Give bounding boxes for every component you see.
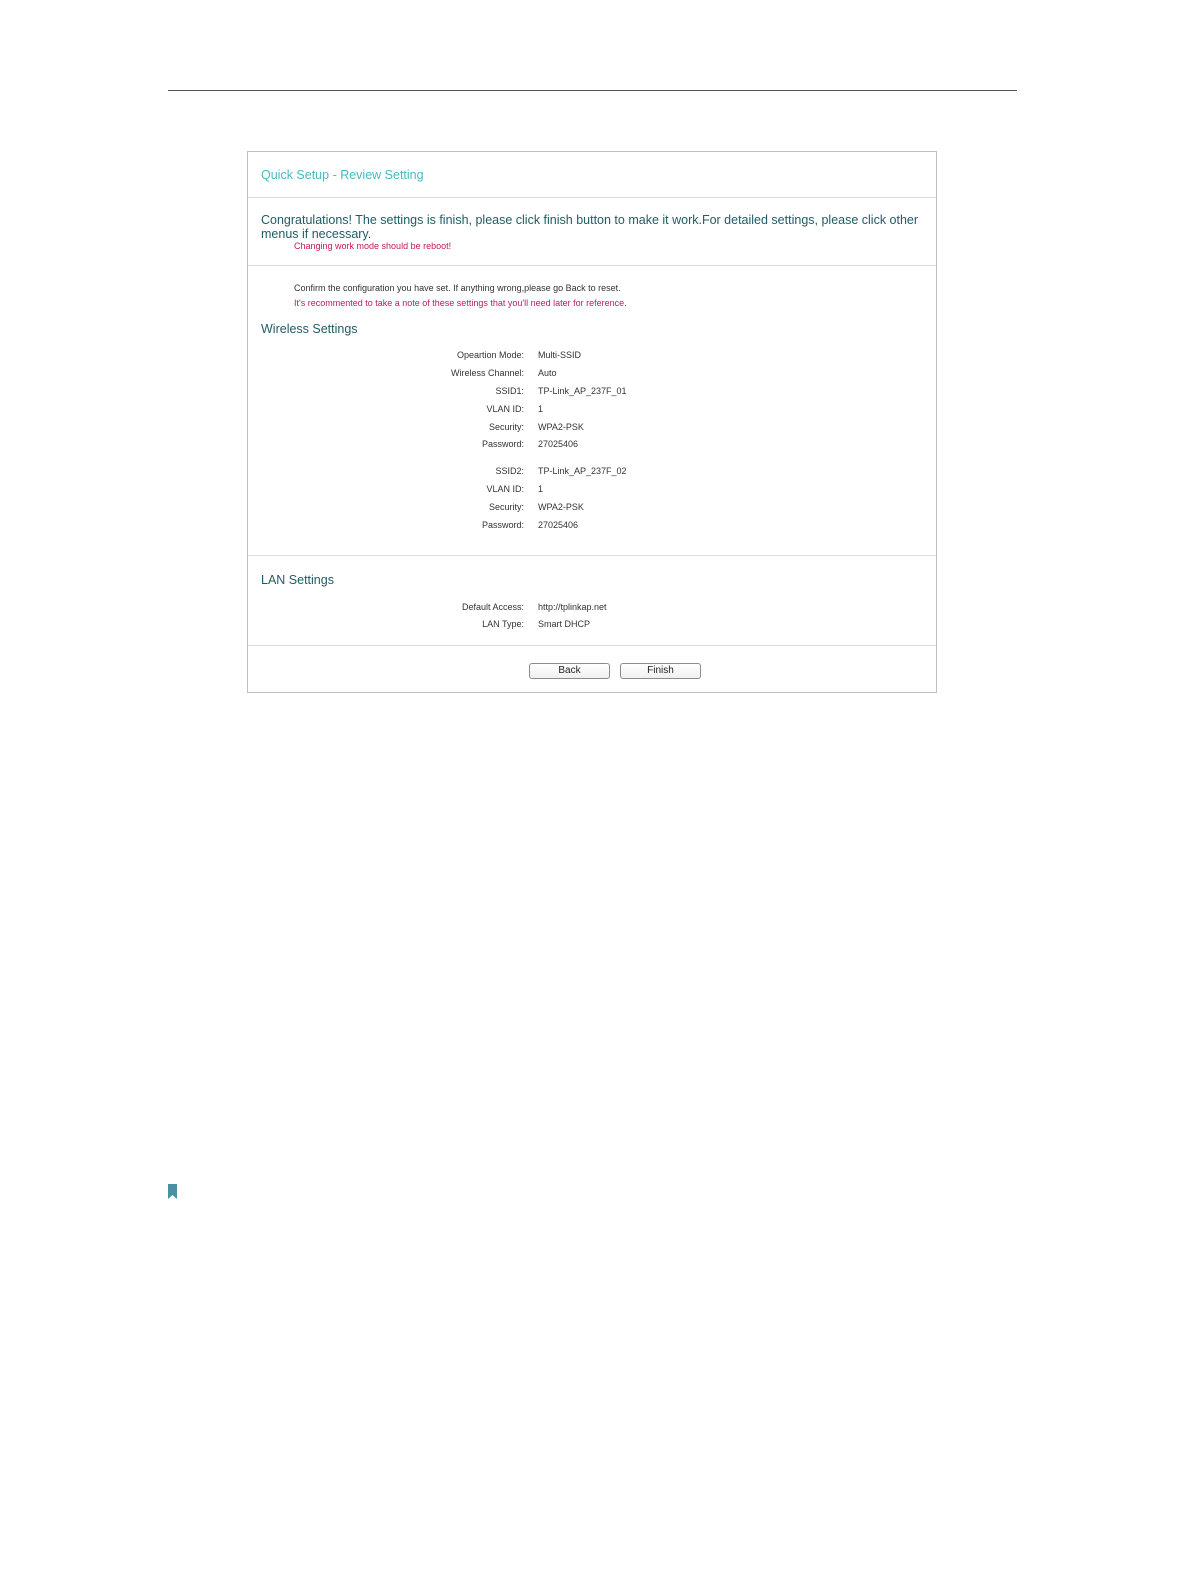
setting-row: [248, 602, 936, 616]
divider: [248, 645, 936, 646]
reboot-warning: Changing work mode should be reboot!: [294, 241, 452, 251]
setting-row: [248, 350, 936, 364]
setting-label: SSID2:: [495, 466, 524, 476]
setting-label: Password:: [481, 439, 524, 449]
setting-row: [248, 520, 936, 534]
setting-value: WPA2-PSK: [538, 502, 584, 512]
setting-value: Multi-SSID: [538, 350, 582, 360]
setting-label: SSID1:: [495, 386, 524, 396]
setting-value: Smart DHCP: [538, 619, 591, 629]
setting-label: Opeartion Mode:: [456, 350, 524, 360]
confirm-text: Confirm the configuration you have set. If anything wrong,please go Back to reset.: [294, 283, 621, 293]
setting-row: [248, 502, 936, 516]
setting-label: Security:: [488, 422, 524, 432]
page-header-rule: [168, 90, 1017, 91]
setting-label: VLAN ID:: [486, 484, 524, 494]
setting-value: TP-Link_AP_237F_01: [538, 386, 627, 396]
wireless-settings-heading: Wireless Settings: [261, 322, 358, 336]
setting-value: 27025406: [538, 520, 579, 530]
setting-row: [248, 484, 936, 498]
lan-settings-heading: LAN Settings: [261, 573, 334, 587]
note-text: It's recommented to take a note of these settings that you'll need later for reference.: [294, 298, 627, 308]
setting-row: [248, 466, 936, 480]
panel-title: Quick Setup - Review Setting: [261, 168, 424, 182]
setting-value: 27025406: [538, 439, 579, 449]
quick-setup-review-panel: [247, 151, 937, 693]
divider: [248, 265, 936, 266]
finish-button[interactable]: Finish: [620, 663, 701, 679]
setting-value: TP-Link_AP_237F_02: [538, 466, 627, 476]
setting-label: Password:: [481, 520, 524, 530]
setting-value: WPA2-PSK: [538, 422, 584, 432]
setting-label: Wireless Channel:: [450, 368, 524, 378]
setting-row: [248, 368, 936, 382]
congrats-message: Congratulations! The settings is finish, please click finish button to make it work.For detailed settings, please click other menus if necessary.: [261, 213, 919, 241]
setting-value: Auto: [538, 368, 557, 378]
setting-row: [248, 439, 936, 453]
setting-value: 1: [538, 484, 544, 494]
divider: [248, 197, 936, 198]
setting-value: http://tplinkap.net: [538, 602, 607, 612]
setting-row: [248, 404, 936, 418]
setting-label: VLAN ID:: [486, 404, 524, 414]
bookmark-icon: [168, 1184, 177, 1199]
setting-label: Security:: [488, 502, 524, 512]
setting-value: 1: [538, 404, 544, 414]
setting-label: Default Access:: [461, 602, 524, 612]
setting-row: [248, 422, 936, 436]
back-button[interactable]: Back: [529, 663, 610, 679]
setting-row: [248, 386, 936, 400]
setting-row: [248, 619, 936, 633]
setting-label: LAN Type:: [482, 619, 524, 629]
divider: [248, 555, 936, 556]
